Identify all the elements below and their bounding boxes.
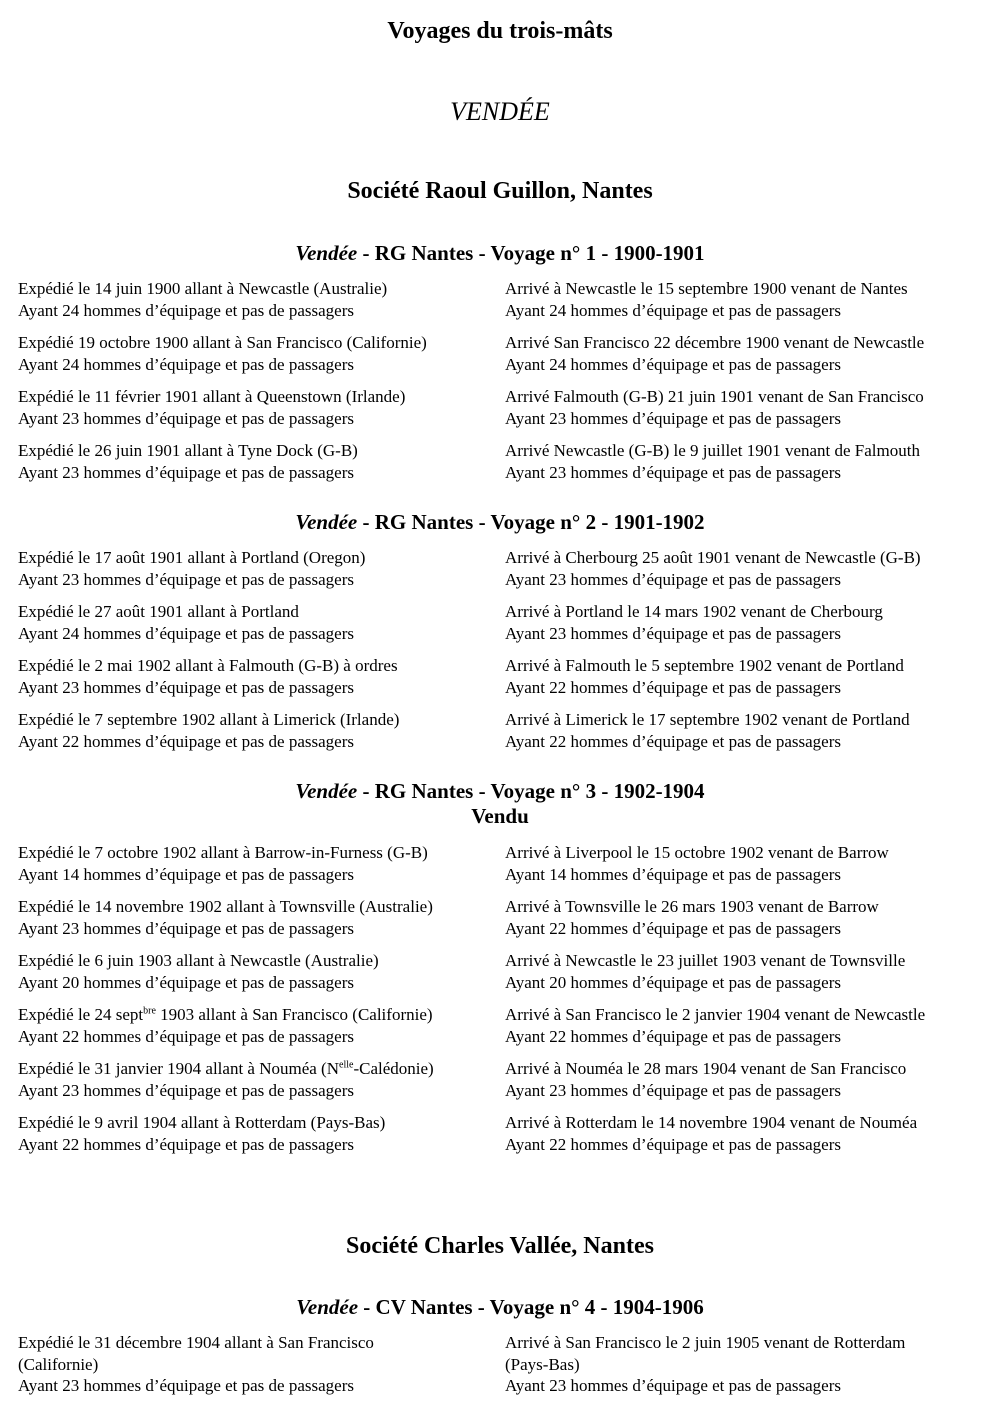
departure-text: Expédié 19 octobre 1900 allant à San Francisco (Californie) bbox=[18, 333, 427, 352]
arrival-crew: Ayant 23 hommes d’équipage et pas de passagers bbox=[505, 623, 841, 643]
arrival-crew: Ayant 22 hommes d’équipage et pas de passagers bbox=[505, 731, 841, 751]
departure-crew: Ayant 23 hommes d’équipage et pas de passagers bbox=[18, 408, 354, 428]
voyage-sublabel: Vendu bbox=[471, 804, 529, 828]
departure-text: Expédié le 7 octobre 1902 allant à Barrow-in-Furness (G-B) bbox=[18, 843, 428, 862]
arrival-text: Arrivé à Nouméa le 28 mars 1904 venant de San Francisco bbox=[505, 1059, 907, 1078]
arrival-entry bbox=[505, 1004, 985, 1047]
arrival-entry bbox=[505, 950, 985, 993]
departure-crew: Ayant 14 hommes d’équipage et pas de passagers bbox=[18, 864, 354, 884]
voyage-label: - RG Nantes - Voyage n° 2 - 1901-1902 bbox=[357, 510, 705, 534]
arrival-text: Arrivé à Portland le 14 mars 1902 venant de Cherbourg bbox=[505, 602, 883, 621]
departure-text-part: 1903 allant à San Francisco (Californie) bbox=[155, 1005, 433, 1024]
arrival-text: Arrivé à Limerick le 17 septembre 1902 venant de Portland bbox=[505, 710, 910, 729]
departure-crew: Ayant 24 hommes d’équipage et pas de passagers bbox=[18, 623, 354, 643]
arrival-entry bbox=[505, 332, 985, 375]
voyage-heading bbox=[0, 241, 1000, 265]
departure-text-continued: (Californie) bbox=[18, 1354, 99, 1374]
departure-crew: Ayant 23 hommes d’équipage et pas de passagers bbox=[18, 918, 354, 938]
departure-entry bbox=[18, 386, 498, 429]
arrival-text: Arrivé à Cherbourg 25 août 1901 venant de Newcastle (G-B) bbox=[505, 548, 921, 567]
arrival-entry bbox=[505, 842, 985, 885]
departure-text bbox=[18, 1004, 498, 1026]
arrival-crew: Ayant 24 hommes d’équipage et pas de passagers bbox=[505, 354, 841, 374]
departure-entry bbox=[18, 1332, 498, 1397]
departure-crew: Ayant 23 hommes d’équipage et pas de passagers bbox=[18, 569, 354, 589]
voyage-heading bbox=[0, 1295, 1000, 1319]
arrival-text: Arrivé à San Francisco le 2 janvier 1904 venant de Newcastle bbox=[505, 1005, 926, 1024]
departure-entry bbox=[18, 1112, 498, 1155]
arrival-text: Arrivé à San Francisco le 2 juin 1905 venant de Rotterdam bbox=[505, 1333, 906, 1352]
arrival-entry bbox=[505, 386, 985, 429]
arrival-text: Arrivé Falmouth (G-B) 21 juin 1901 venant de San Francisco bbox=[505, 387, 924, 406]
ship-name: VENDÉE bbox=[450, 97, 550, 126]
departure-crew: Ayant 23 hommes d’équipage et pas de passagers bbox=[18, 677, 354, 697]
arrival-text: Arrivé San Francisco 22 décembre 1900 venant de Newcastle bbox=[505, 333, 925, 352]
arrival-text: Arrivé à Newcastle le 15 septembre 1900 venant de Nantes bbox=[505, 279, 908, 298]
arrival-text: Arrivé à Townsville le 26 mars 1903 venant de Barrow bbox=[505, 897, 879, 916]
departure-entry bbox=[18, 842, 498, 885]
arrival-text: Arrivé à Liverpool le 15 octobre 1902 venant de Barrow bbox=[505, 843, 889, 862]
arrival-crew: Ayant 24 hommes d’équipage et pas de passagers bbox=[505, 300, 841, 320]
departure-text: Expédié le 26 juin 1901 allant à Tyne Dock (G-B) bbox=[18, 441, 358, 460]
arrival-crew: Ayant 23 hommes d’équipage et pas de passagers bbox=[505, 1080, 841, 1100]
arrival-entry bbox=[505, 278, 985, 321]
departure-entry bbox=[18, 547, 498, 590]
departure-entry bbox=[18, 601, 498, 644]
voyage-ship-name: Vendée bbox=[295, 779, 358, 803]
arrival-text: Arrivé Newcastle (G-B) le 9 juillet 1901 venant de Falmouth bbox=[505, 441, 920, 460]
departure-entry bbox=[18, 896, 498, 939]
departure-entry bbox=[18, 950, 498, 993]
departure-crew: Ayant 23 hommes d’équipage et pas de passagers bbox=[18, 1376, 354, 1395]
arrival-entry bbox=[505, 896, 985, 939]
arrival-crew: Ayant 22 hommes d’équipage et pas de passagers bbox=[505, 677, 841, 697]
arrival-crew: Ayant 22 hommes d’équipage et pas de passagers bbox=[505, 918, 841, 938]
voyage-ship-name: Vendée bbox=[295, 241, 358, 265]
departure-text: Expédié le 31 décembre 1904 allant à San Francisco bbox=[18, 1333, 374, 1352]
departure-crew: Ayant 22 hommes d’équipage et pas de passagers bbox=[18, 1134, 354, 1154]
departure-superscript: elle bbox=[339, 1059, 354, 1071]
arrival-entry bbox=[505, 547, 985, 590]
departure-crew: Ayant 20 hommes d’équipage et pas de passagers bbox=[18, 972, 354, 992]
arrival-entry bbox=[505, 709, 985, 752]
arrival-entry bbox=[505, 601, 985, 644]
company-heading: Société Raoul Guillon, Nantes bbox=[347, 178, 653, 204]
arrival-crew: Ayant 20 hommes d’équipage et pas de passagers bbox=[505, 972, 841, 992]
arrival-text: Arrivé à Newcastle le 23 juillet 1903 venant de Townsville bbox=[505, 951, 906, 970]
departure-text: Expédié le 14 juin 1900 allant à Newcastle (Australie) bbox=[18, 279, 388, 298]
departure-crew: Ayant 23 hommes d’équipage et pas de passagers bbox=[18, 1080, 354, 1100]
departure-text: Expédié le 14 novembre 1902 allant à Townsville (Australie) bbox=[18, 897, 433, 916]
departure-text: Expédié le 6 juin 1903 allant à Newcastle (Australie) bbox=[18, 951, 379, 970]
arrival-text: Arrivé à Rotterdam le 14 novembre 1904 venant de Nouméa bbox=[505, 1113, 918, 1132]
arrival-crew: Ayant 23 hommes d’équipage et pas de passagers bbox=[505, 1376, 841, 1395]
departure-crew: Ayant 23 hommes d’équipage et pas de passagers bbox=[18, 462, 354, 482]
arrival-crew: Ayant 22 hommes d’équipage et pas de passagers bbox=[505, 1026, 841, 1046]
departure-entry bbox=[18, 278, 498, 321]
document-title: Voyages du trois-mâts bbox=[387, 18, 613, 44]
voyage-label: - RG Nantes - Voyage n° 3 - 1902-1904 bbox=[357, 779, 705, 803]
arrival-entry bbox=[505, 1112, 985, 1155]
departure-crew: Ayant 24 hommes d’équipage et pas de passagers bbox=[18, 300, 354, 320]
departure-entry bbox=[18, 709, 498, 752]
departure-text bbox=[18, 1058, 498, 1080]
departure-entry bbox=[18, 440, 498, 483]
arrival-entry bbox=[505, 1058, 985, 1101]
arrival-entry bbox=[505, 1332, 985, 1397]
departure-text: Expédié le 2 mai 1902 allant à Falmouth (G-B) à ordres bbox=[18, 656, 398, 675]
departure-entry bbox=[18, 655, 498, 698]
arrival-crew: Ayant 14 hommes d’équipage et pas de passagers bbox=[505, 864, 841, 884]
voyage-heading bbox=[0, 510, 1000, 534]
arrival-crew: Ayant 23 hommes d’équipage et pas de passagers bbox=[505, 408, 841, 428]
arrival-text: Arrivé à Falmouth le 5 septembre 1902 venant de Portland bbox=[505, 656, 904, 675]
departure-crew: Ayant 22 hommes d’équipage et pas de passagers bbox=[18, 731, 354, 751]
departure-crew: Ayant 24 hommes d’équipage et pas de passagers bbox=[18, 354, 354, 374]
arrival-entry bbox=[505, 440, 985, 483]
departure-text-part: Expédié le 24 sept bbox=[18, 1005, 144, 1024]
arrival-crew: Ayant 23 hommes d’équipage et pas de passagers bbox=[505, 462, 841, 482]
voyage-ship-name: Vendée bbox=[295, 510, 358, 534]
departure-text: Expédié le 9 avril 1904 allant à Rotterdam (Pays-Bas) bbox=[18, 1113, 386, 1132]
arrival-crew: Ayant 22 hommes d’équipage et pas de passagers bbox=[505, 1134, 841, 1154]
departure-crew: Ayant 22 hommes d’équipage et pas de passagers bbox=[18, 1026, 354, 1046]
departure-text: Expédié le 7 septembre 1902 allant à Limerick (Irlande) bbox=[18, 710, 400, 729]
departure-entry bbox=[18, 332, 498, 375]
departure-text: Expédié le 11 février 1901 allant à Queenstown (Irlande) bbox=[18, 387, 406, 406]
arrival-crew: Ayant 23 hommes d’équipage et pas de passagers bbox=[505, 569, 841, 589]
departure-entry bbox=[18, 1058, 498, 1101]
voyage-label: - CV Nantes - Voyage n° 4 - 1904-1906 bbox=[358, 1295, 704, 1319]
departure-entry bbox=[18, 1004, 498, 1047]
company-heading: Société Charles Vallée, Nantes bbox=[346, 1233, 654, 1259]
arrival-text-continued: (Pays-Bas) bbox=[505, 1354, 580, 1374]
voyage-ship-name: Vendée bbox=[296, 1295, 359, 1319]
departure-text: Expédié le 17 août 1901 allant à Portland (Oregon) bbox=[18, 548, 366, 567]
departure-text-part: -Calédonie) bbox=[353, 1059, 434, 1078]
departure-superscript: bre bbox=[143, 1005, 156, 1017]
voyage-label: - RG Nantes - Voyage n° 1 - 1900-1901 bbox=[357, 241, 705, 265]
voyage-heading bbox=[0, 779, 1000, 803]
departure-text-part: Expédié le 31 janvier 1904 allant à Nouméa (N bbox=[18, 1059, 339, 1078]
departure-text: Expédié le 27 août 1901 allant à Portland bbox=[18, 602, 299, 621]
arrival-entry bbox=[505, 655, 985, 698]
